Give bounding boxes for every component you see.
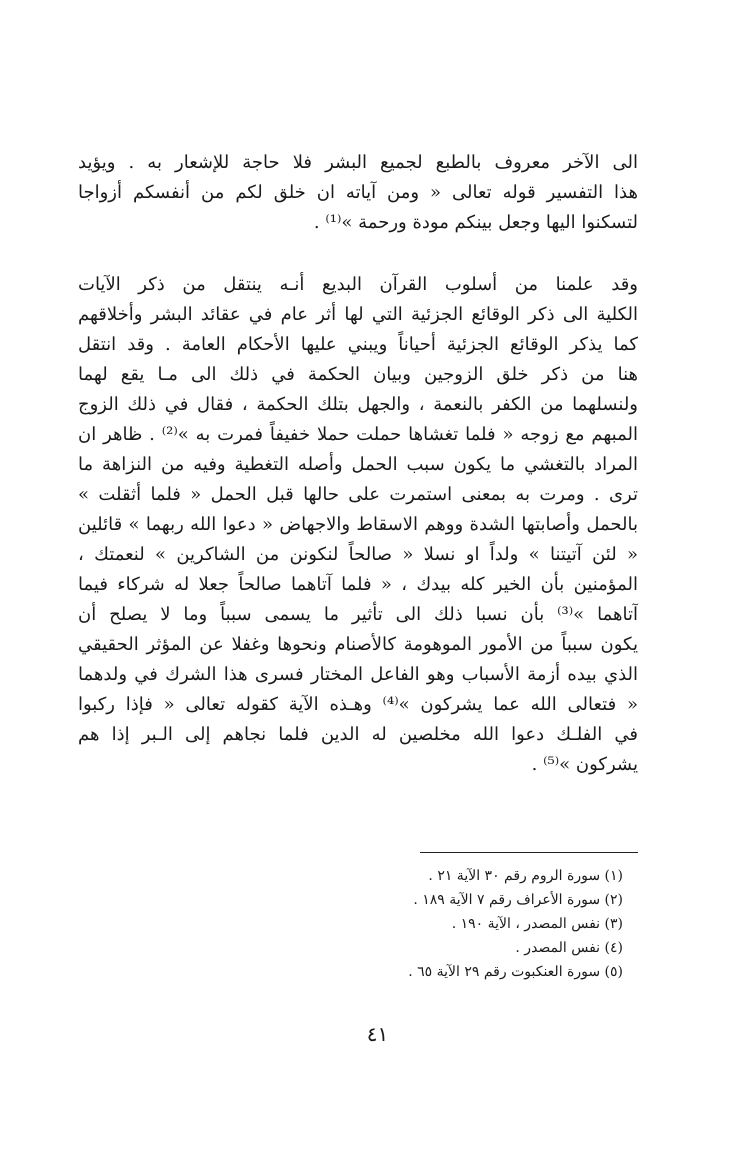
text-line: هذا التفسير قوله تعالى « ومن آياته ان خلق لكم من أنفسكم أزواجا bbox=[78, 182, 638, 203]
text-line: « لئن آتيتنا » ولداً او نسلا « صالحاً لنكونن من الشاكرين » لنعمتك ، bbox=[78, 544, 638, 565]
text-line: الذي بيده أزمة الأسباب وهو الفاعل المختار فسرى هذا الشرك في ولدهما bbox=[78, 664, 638, 685]
footnote-divider bbox=[420, 852, 638, 853]
text-line: كما يذكر الوقائع الجزئية أحياناً ويبني عليها الأحكام العامة . وقد انتقل bbox=[78, 334, 638, 355]
text-line: وقد علمنا من أسلوب القرآن البديع أنـه ينتقل من ذكر الآيات bbox=[78, 274, 638, 295]
text-line: الى الآخر معروف بالطبع لجميع البشر فلا حاجة للإشعار به . ويؤيد bbox=[78, 152, 638, 173]
text-line: بالحمل وأصابتها الشدة ووهم الاسقاط والاجهاض « دعوا الله ربهما » قائلين bbox=[78, 514, 638, 535]
footnotes bbox=[323, 864, 623, 984]
footnote: (١) سورة الروم رقم ٣٠ الآية ٢١ . bbox=[428, 868, 623, 884]
footnote: (٥) سورة العنكبوت رقم ٢٩ الآية ٦٥ . bbox=[408, 964, 623, 980]
text-line: في الفلـك دعوا الله مخلصين له الدين فلما نجاهم إلى الـبر إذا هم bbox=[78, 724, 638, 745]
text-line: الكلية الى ذكر الوقائع الجزئية التي لها أثر عام في عقائد البشر وأخلاقهم bbox=[78, 304, 638, 325]
body-text bbox=[78, 148, 638, 780]
paragraph-gap bbox=[78, 238, 638, 270]
text-line: يكون سبباً من الأمور الموهومة كالأصنام ونحوها وغفلا عن المؤثر الحقيقي bbox=[78, 634, 638, 655]
footnote: (٢) سورة الأعراف رقم ٧ الآية ١٨٩ . bbox=[413, 892, 623, 908]
text-line: المبهم مع زوجه « فلما تغشاها حملت حملا خفيفاً فمرت به »⁽²⁾ . ظاهر ان bbox=[78, 424, 638, 445]
text-line: ولنسلهما من الكفر بالنعمة ، والجهل بتلك الحكمة ، فقال في ذلك الزوج bbox=[78, 394, 638, 415]
text-line: هنا من ذكر خلق الزوجين وبيان الحكمة في ذلك الى مـا يقع لهما bbox=[78, 364, 638, 385]
text-line: يشركون »⁽⁵⁾ . bbox=[531, 754, 638, 775]
text-line: المراد بالتغشي ما يكون سبب الحمل وأصله التغطية وفيه من النزاهة ما bbox=[78, 454, 638, 475]
text-line: لتسكنوا اليها وجعل بينكم مودة ورحمة »⁽¹⁾ . bbox=[313, 212, 638, 233]
text-line: آتاهما »⁽³⁾ بأن نسبا ذلك الى تأثير ما يسمى سبباً وما لا يصلح أن bbox=[78, 604, 638, 625]
footnote: (٤) نفس المصدر . bbox=[515, 940, 623, 956]
text-line: ترى . ومرت به بمعنى استمرت على حالها قبل الحمل « فلما أثقلت » bbox=[78, 484, 638, 505]
text-line: المؤمنين بأن الخير كله بيدك ، « فلما آتاهما صالحاً جعلا له شركاء فيما bbox=[78, 574, 638, 595]
text-line: « فتعالى الله عما يشركون »⁽⁴⁾ وهـذه الآية كقوله تعالى « فإذا ركبوا bbox=[78, 694, 638, 715]
footnote: (٣) نفس المصدر ، الآية ١٩٠ . bbox=[451, 916, 623, 932]
page-number: ٤١ bbox=[366, 1022, 389, 1046]
